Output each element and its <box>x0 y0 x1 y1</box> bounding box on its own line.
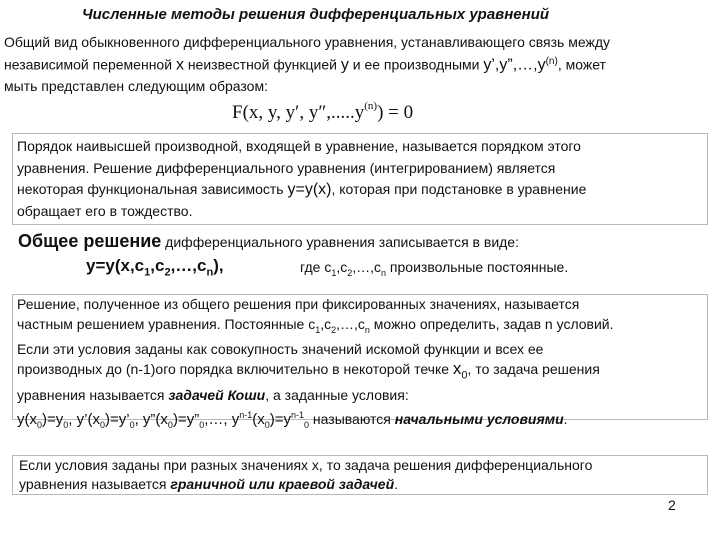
c-part: )=y <box>42 410 64 428</box>
general-solution-formula <box>86 256 224 278</box>
p-text: , а заданные условия: <box>265 387 409 404</box>
c-text: . <box>563 410 568 427</box>
note-sub: 2 <box>347 267 353 278</box>
order-line-2: уравнения. Решение дифференциального уравнения (интегрированием) является <box>17 159 556 176</box>
gf-sub: 2 <box>164 266 171 279</box>
intro-text: , может <box>557 56 606 73</box>
boundary-line-1: Если условия заданы при разных значениях x, то задача решения дифференциального <box>19 457 593 473</box>
intro-text: неизвестной функцией <box>183 56 341 73</box>
formula-main: F(x, y, y′, y″,.....y <box>232 102 365 123</box>
order-line-1: Порядок наивысшей производной, входящей в уравнение, называется порядком этого <box>17 138 581 154</box>
intro-text: независимой переменной <box>4 56 176 73</box>
particular-line-3: Если эти условия заданы как совокупность значений искомой функции и всех ее <box>17 340 544 357</box>
intro-text: и ее производными <box>348 56 484 73</box>
p-sub: n <box>364 324 370 335</box>
gf-part: y=y(x,c <box>86 256 145 275</box>
x0-sub: 0 <box>461 369 468 382</box>
cauchy-problem-term: задачей Коши <box>168 387 266 404</box>
p-text: можно определить, задав n условий. <box>369 315 614 332</box>
p-text: уравнения называется <box>17 387 169 404</box>
point-x0 <box>452 359 468 382</box>
gf-sub: 1 <box>144 266 151 279</box>
c-part: )=y” <box>172 410 200 428</box>
note-part: где c <box>300 259 332 275</box>
c-text: называются <box>309 410 395 427</box>
derivatives: y’,y”,…,y <box>483 56 546 74</box>
c-sup: n-1 <box>239 409 253 420</box>
c-part: ,…, y <box>204 410 240 428</box>
c-sub: 0 <box>37 419 43 430</box>
order-definition-box <box>12 133 708 225</box>
initial-conditions-line <box>17 406 703 436</box>
initial-conditions-term: начальными условиями <box>394 410 564 427</box>
initial-conditions <box>17 411 309 428</box>
note-sub: 1 <box>331 267 337 278</box>
c-sub: 0 <box>63 419 69 430</box>
particular-line-1: Решение, полученное из общего решения при фиксированных значениях, называется <box>17 296 580 312</box>
general-solution-heading <box>18 231 519 252</box>
c-part: , y’(x <box>68 410 100 428</box>
order-text: , которая при подстановке в уравнение <box>331 181 587 197</box>
particular-line-2 <box>17 315 703 340</box>
boundary-problem-box <box>12 455 708 495</box>
c-sup: n-1 <box>291 409 305 420</box>
p-text: ,…,c <box>336 315 365 332</box>
intro-line-3: мыть представлен следующим образом: <box>4 77 268 94</box>
boundary-problem-term: граничной или краевой задачей <box>170 476 395 492</box>
x0-var: x <box>452 359 462 379</box>
general-form-formula <box>232 100 413 124</box>
gf-part: ), <box>213 256 224 275</box>
c-part: , y”(x <box>134 410 168 428</box>
intro-paragraph <box>4 32 716 96</box>
c-sub: 0 <box>304 419 310 430</box>
order-line-3 <box>17 179 703 201</box>
c-sub: 0 <box>129 419 135 430</box>
page-number: 2 <box>668 497 676 513</box>
note-sub: n <box>381 267 387 278</box>
p-text: , то задача решения <box>467 361 600 378</box>
formula-sup: (n) <box>364 100 378 112</box>
c-part: )=y <box>269 410 292 428</box>
var-y: y <box>340 56 349 74</box>
formula-end: ) = 0 <box>377 102 414 123</box>
p-text: ,c <box>320 315 332 332</box>
note-part: произвольные постоянные. <box>386 259 569 275</box>
solution-function: y=y(x) <box>287 181 332 198</box>
gf-part: ,…,c <box>170 256 207 275</box>
gf-sub: n <box>206 266 214 279</box>
b-text: уравнения называется <box>19 476 171 492</box>
intro-line-2 <box>4 52 716 76</box>
page-title: Численные методы решения дифференциальных уравнений <box>82 6 550 23</box>
p-text: частным решением уравнения. Постоянные c <box>17 315 316 332</box>
constants-note <box>300 259 568 278</box>
order-text: некоторая функциональная зависимость <box>17 181 288 197</box>
general-solution-text: дифференциального уравнения записывается в виде: <box>161 234 519 250</box>
note-part: ,…,c <box>352 259 382 275</box>
var-x: x <box>175 56 184 74</box>
boundary-line-2 <box>19 475 701 494</box>
note-part: ,c <box>336 259 348 275</box>
p-text: производных до (n-1)ого порядка включительно в некоторой течке <box>17 361 453 378</box>
order-line-4: обращает его в тождество. <box>17 202 193 219</box>
c-part: (x <box>252 410 265 428</box>
gf-part: ,c <box>150 256 165 275</box>
derivative-order: (n) <box>545 56 558 67</box>
intro-line-1: Общий вид обыкновенного дифференциального уравнения, устанавливающего связь между <box>4 34 610 50</box>
particular-solution-box <box>12 294 708 430</box>
c-sub: 0 <box>264 419 270 430</box>
general-solution-term: Общее решение <box>18 231 162 251</box>
c-sub: 0 <box>199 419 205 430</box>
c-part: y(x <box>17 410 37 428</box>
c-sub: 0 <box>99 419 105 430</box>
b-text: . <box>394 476 399 492</box>
particular-line-5 <box>17 386 703 406</box>
c-part: )=y’ <box>104 410 130 428</box>
particular-line-4 <box>17 359 703 386</box>
c-sub: 0 <box>167 419 173 430</box>
p-sub: 1 <box>315 324 321 335</box>
p-sub: 2 <box>331 324 337 335</box>
